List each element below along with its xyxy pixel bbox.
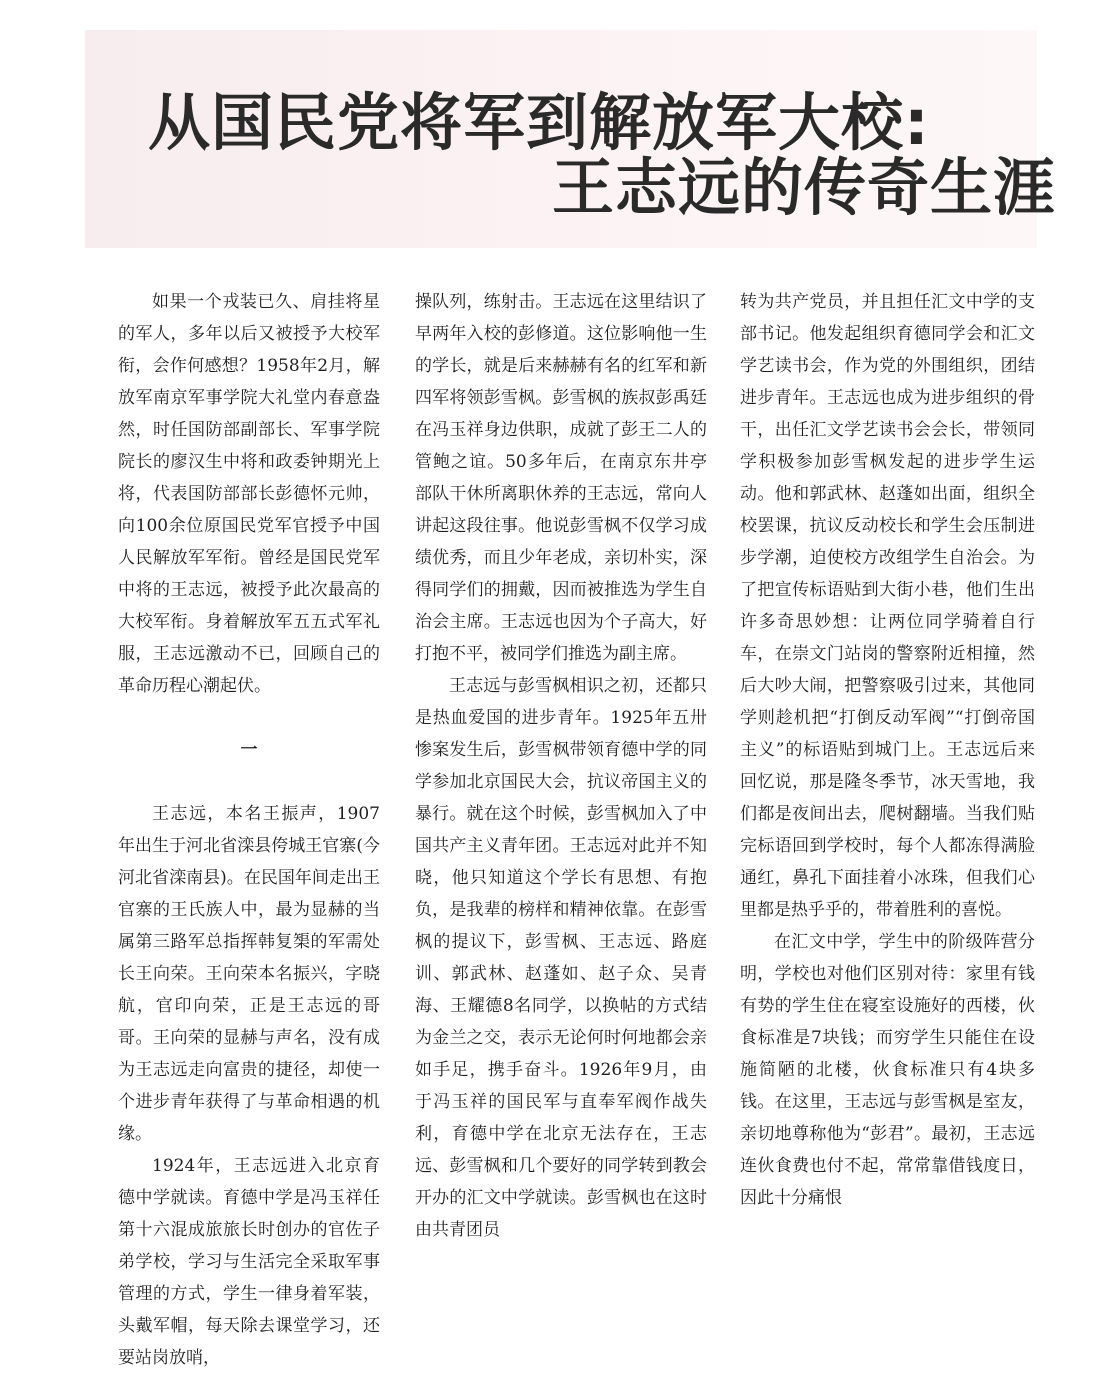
article-column-3 — [740, 286, 1035, 1214]
section-number: 一 — [240, 740, 258, 760]
paragraph: 转为共产党员，并且担任汇文中学的支部书记。他发起组织育德同学会和汇文学艺读书会，作为党的外围组织，团结进步青年。王志远也成为进步组织的骨干，出任汇文学艺读书会会长，带领同学积极参加彭雪枫发起的进步学生运动。他和郭武林、赵蓬如出面，组织全校罢课，抗议反动校长和学生会压制进步学潮，迫使校方改组学生自治会。为了把宣传标语贴到大街小巷，他们生出许多奇思妙想：让两位同学骑着自行车，在崇文门站岗的警察附近相撞，然后大吵大闹，把警察吸引过来，其他同学则趁机把“打倒反动军阀”“打倒帝国主义”的标语贴到城门上。王志远后来回忆说，那是隆冬季节，冰天雪地，我们都是夜间出去，爬树翻墙。当我们贴完标语回到学校时，每个人都冻得满脸通红，鼻孔下面挂着小冰珠，但我们心里都是热乎乎的，带着胜利的喜悦。 — [740, 292, 1035, 920]
paragraph: 如果一个戎装已久、肩挂将星的军人，多年以后又被授予大校军衔，会作何感想？1958年2月，解放军南京军事学院大礼堂内春意盎然，时任国防部副部长、军事学院院长的廖汉生中将和政委钟期光上将，代表国防部部长彭德怀元帅，向100余位原国民党军官授予中国人民解放军军衔。曾经是国民党军中将的王志远，被授予此次最高的大校军衔。身着解放军五五式军礼服，王志远激动不已，回顾自己的革命历程心潮起伏。 — [118, 292, 380, 696]
article-column-1 — [118, 286, 380, 1374]
paragraph: 王志远，本名王振声，1907年出生于河北省滦县侉城王官寨(今河北省滦南县)。在民国年间走出王官寨的王氏族人中，最为显赫的当属第三路军总指挥韩复榘的军需处长王向荣。王向荣本名振兴，字晓航，官印向荣，正是王志远的哥哥。王向荣的显赫与声名，没有成为王志远走向富贵的捷径，却使一个进步青年获得了与革命相遇的机缘。 — [118, 804, 380, 1144]
paragraph: 1924年，王志远进入北京育德中学就读。育德中学是冯玉祥任第十六混成旅旅长时创办的官佐子弟学校，学习与生活完全采取军事管理的方式，学生一律身着军装，头戴军帽，每天除去课堂学习，还要站岗放哨， — [118, 1156, 380, 1368]
article-title-line-1: 从国民党将军到解放军大校: — [148, 86, 930, 159]
paragraph: 王志远与彭雪枫相识之初，还都只是热血爱国的进步青年。1925年五卅惨案发生后，彭雪枫带领育德中学的同学参加北京国民大会，抗议帝国主义的暴行。就在这个时候，彭雪枫加入了中国共产主义青年团。王志远对此并不知晓，他只知道这个学长有思想、有抱负，是我辈的榜样和精神依靠。在彭雪枫的提议下，彭雪枫、王志远、路庭训、郭武林、赵蓬如、赵子众、吴青海、王耀德8名同学，以换帖的方式结为金兰之交，表示无论何时何地都会亲如手足，携手奋斗。1926年9月，由于冯玉祥的国民军与直奉军阀作战失利，育德中学在北京无法存在，王志远、彭雪枫和几个要好的同学转到教会开办的汇文中学就读。彭雪枫也在这时由共青团员 — [415, 676, 707, 1240]
article-title-line-2: 王志远的传奇生涯 — [552, 151, 1057, 224]
paragraph: 在汇文中学，学生中的阶级阵营分明，学校也对他们区别对待：家里有钱有势的学生住在寝室设施好的西楼，伙食标准是7块钱；而穷学生只能住在设施简陋的北楼，伙食标准只有4块多钱。在这里，王志远与彭雪枫是室友，亲切地尊称他为“彭君”。最初，王志远连伙食费也付不起，常常靠借钱度日，因此十分痛恨 — [740, 932, 1035, 1208]
article-column-2 — [415, 286, 707, 1246]
paragraph: 操队列，练射击。王志远在这里结识了早两年入校的彭修道。这位影响他一生的学长，就是后来赫赫有名的红军和新四军将领彭雪枫。彭雪枫的族叔彭禹廷在冯玉祥身边供职，成就了彭王二人的管鲍之谊。50多年后，在南京东井亭部队干休所离职休养的王志远，常向人讲起这段往事。他说彭雪枫不仅学习成绩优秀，而且少年老成，亲切朴实，深得同学们的拥戴，因而被推选为学生自治会主席。王志远也因为个子高大，好打抱不平，被同学们推选为副主席。 — [415, 292, 707, 664]
